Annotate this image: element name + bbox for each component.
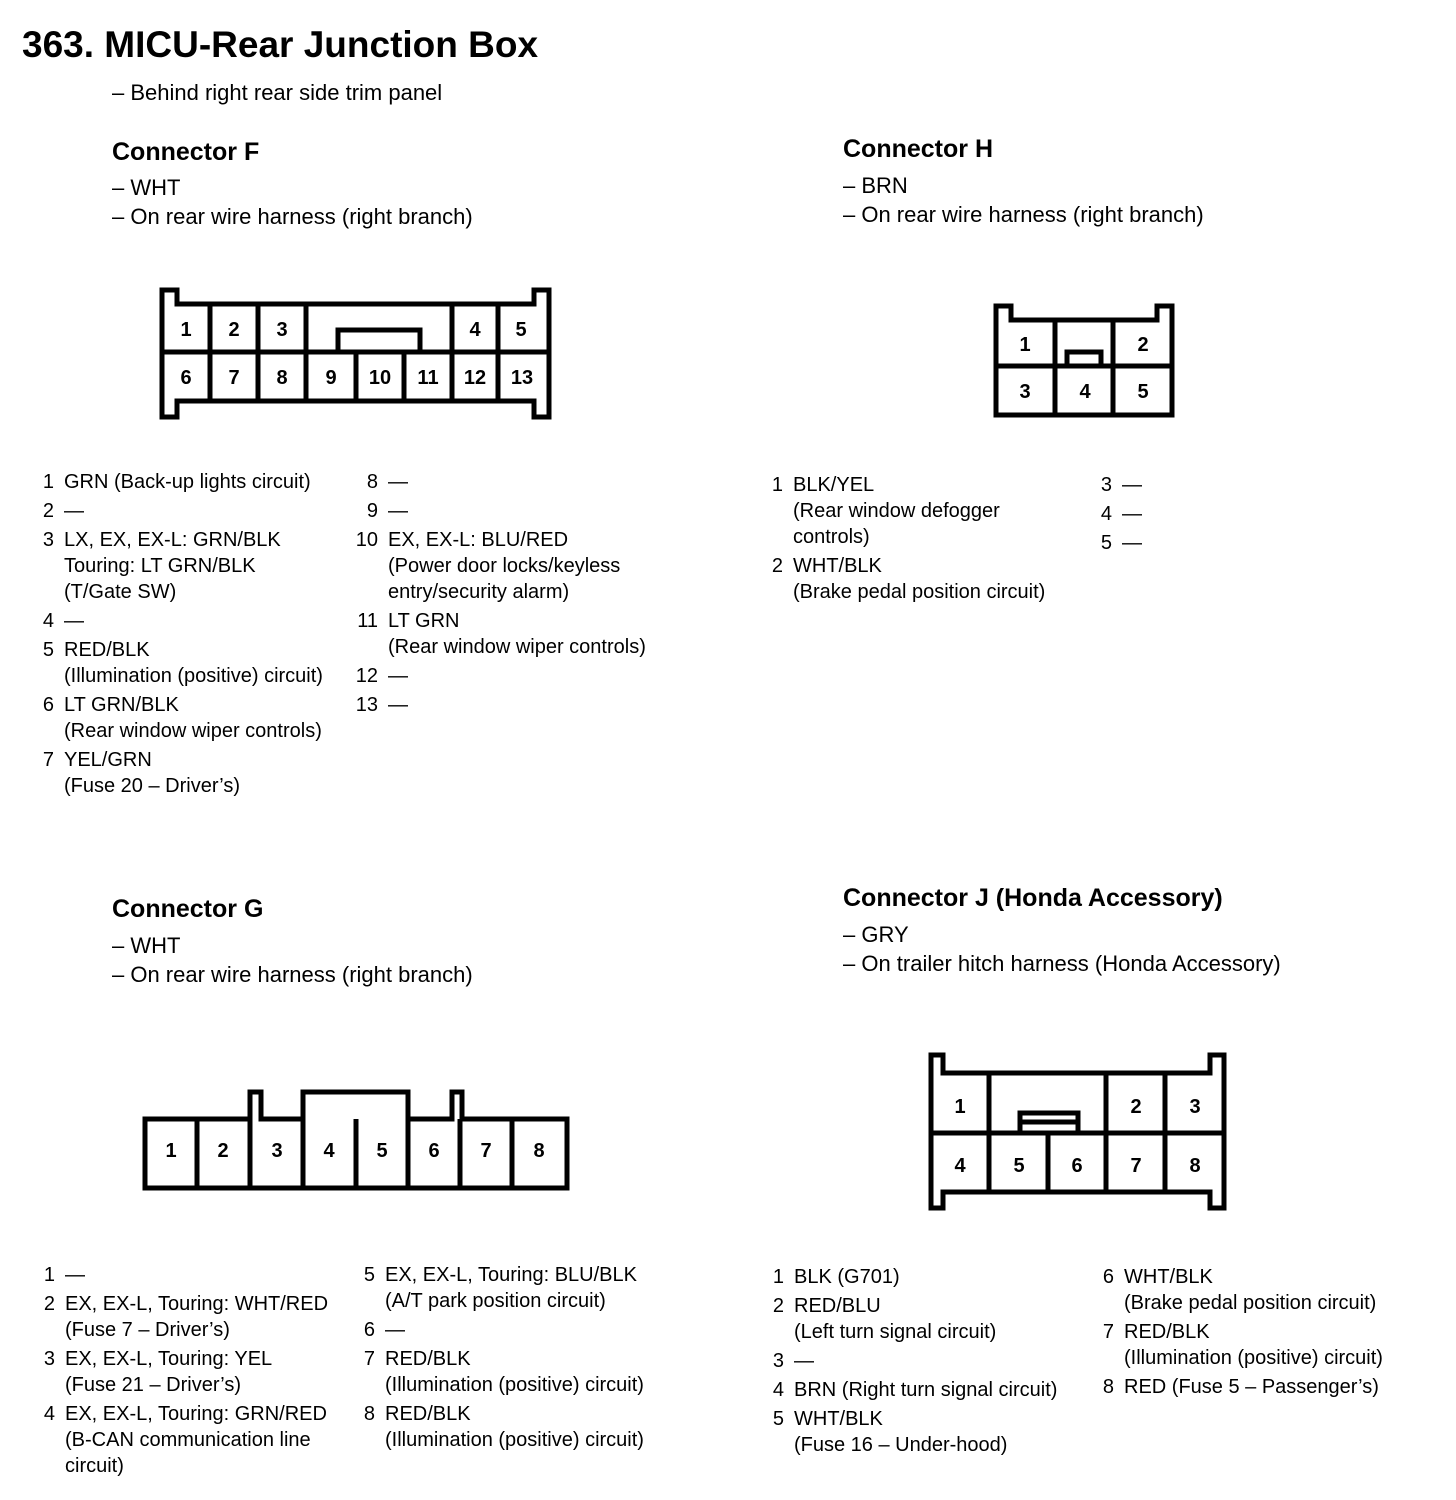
pin-description-line: EX, EX-L, Touring: BLU/BLK [385, 1264, 637, 1286]
j-pin-label: 8 [1189, 1155, 1201, 1177]
j-pin-label: 1 [954, 1096, 966, 1118]
pin-entry [354, 692, 646, 718]
pin-description [65, 1401, 327, 1479]
pin-entry [759, 553, 1045, 605]
pin-description [385, 1262, 637, 1314]
pin-description-line: YEL/GRN [64, 749, 152, 771]
j-pin-label: 2 [1130, 1096, 1142, 1118]
pin-number: 7 [363, 1348, 375, 1370]
pin-number: 6 [363, 1319, 375, 1341]
pin-number: 5 [772, 1408, 784, 1430]
pin-description-line: — [388, 665, 408, 687]
h-pin-label: 4 [1079, 381, 1091, 403]
pin-number: 3 [1100, 474, 1112, 496]
pin-description [794, 1377, 1057, 1403]
pin-description [388, 663, 408, 689]
pin-number: 13 [355, 694, 378, 716]
connector-f-location: – On rear wire harness (right branch) [112, 204, 473, 229]
pin-entry [354, 469, 646, 495]
pin-description-line: BLK/YEL [793, 474, 875, 496]
pin-description [385, 1401, 644, 1453]
pin-description-line: EX, EX-L, Touring: YEL [65, 1348, 273, 1370]
pin-description-line: WHT/BLK [794, 1408, 883, 1430]
g-pin-label: 6 [428, 1140, 440, 1162]
pin-description-line: (Left turn signal circuit) [794, 1321, 997, 1343]
pin-description [1122, 501, 1142, 527]
pin-number: 4 [1100, 503, 1112, 525]
pin-entry [760, 1264, 1057, 1290]
pin-description-line: (Rear window defogger [793, 500, 1000, 522]
pin-entry [760, 1348, 1057, 1374]
pin-description [388, 608, 646, 660]
pin-description-line: — [64, 610, 84, 632]
pin-description-line: LX, EX, EX-L: GRN/BLK [64, 529, 281, 551]
pin-description [64, 527, 281, 605]
pin-number: 2 [42, 500, 54, 522]
pin-description [1124, 1319, 1383, 1371]
pin-entry [354, 498, 646, 524]
pin-number: 5 [363, 1264, 375, 1286]
page-title: 363. MICU-Rear Junction Box [22, 24, 539, 65]
connector-h-pinlist-1 [759, 472, 1045, 608]
pin-description [388, 469, 408, 495]
pin-entry [351, 1401, 644, 1453]
pin-entry [760, 1377, 1057, 1403]
pin-description-line: EX, EX-L, Touring: WHT/RED [65, 1293, 329, 1315]
pin-number: 6 [1102, 1266, 1114, 1288]
h-pin-label: 3 [1019, 381, 1031, 403]
pin-description-line: (T/Gate SW) [64, 581, 177, 603]
j-pin-label: 3 [1189, 1096, 1201, 1118]
connector-g-pinlist-1 [31, 1262, 328, 1482]
connector-g-pinlist-2 [351, 1262, 644, 1456]
pin-entry [1088, 472, 1142, 498]
pin-description-line: RED (Fuse 5 – Passenger’s) [1124, 1376, 1379, 1398]
pin-number: 2 [43, 1293, 55, 1315]
pin-entry [354, 663, 646, 689]
pin-number: 8 [1102, 1376, 1114, 1398]
pin-number: 1 [771, 474, 783, 496]
pin-description [794, 1348, 814, 1374]
f-pin-label: 5 [515, 319, 527, 341]
pin-description-line: — [64, 500, 84, 522]
pin-description-line: GRN (Back-up lights circuit) [64, 471, 311, 493]
pin-description-line: RED/BLK [385, 1403, 471, 1425]
pin-description-line: — [1122, 503, 1142, 525]
pin-description [388, 527, 620, 605]
j-pin-label: 6 [1071, 1155, 1083, 1177]
pin-description [794, 1264, 900, 1290]
pin-description-line: (Fuse 21 – Driver’s) [65, 1374, 241, 1396]
pin-description [65, 1291, 328, 1343]
f-pin-label: 3 [276, 319, 288, 341]
g-pin-label: 3 [271, 1140, 283, 1162]
h-pin-label: 5 [1137, 381, 1149, 403]
pin-entry [30, 469, 323, 495]
pin-number: 3 [772, 1350, 784, 1372]
f-pin-label: 8 [276, 367, 288, 389]
pin-description-line: (Brake pedal position circuit) [1124, 1292, 1377, 1314]
pin-entry [31, 1291, 328, 1343]
pin-number: 5 [42, 639, 54, 661]
pin-description-line: WHT/BLK [793, 555, 882, 577]
pin-description-line: circuit) [65, 1455, 124, 1477]
pin-entry [31, 1262, 328, 1288]
pin-description-line: LT GRN/BLK [64, 694, 179, 716]
pin-number: 10 [355, 529, 378, 551]
pin-number: 11 [357, 610, 378, 632]
pin-description-line: Touring: LT GRN/BLK [64, 555, 256, 577]
g-pin-label: 2 [217, 1140, 229, 1162]
g-pin-label: 7 [480, 1140, 492, 1162]
pin-description [793, 472, 1000, 550]
pin-number: 5 [1100, 532, 1112, 554]
pin-description-line: (Illumination (positive) circuit) [1124, 1347, 1383, 1369]
h-pin-label: 2 [1137, 334, 1149, 356]
pin-description-line: — [388, 471, 408, 493]
pin-description-line: EX, EX-L, Touring: GRN/RED [65, 1403, 327, 1425]
pin-description-line: — [1122, 532, 1142, 554]
pin-number: 1 [772, 1266, 784, 1288]
connector-f-pinlist-1 [30, 469, 323, 802]
connector-g-title: Connector G [112, 895, 264, 923]
pin-description-line: (Power door locks/keyless [388, 555, 621, 577]
pin-number: 12 [355, 665, 378, 687]
j-pin-label: 5 [1013, 1155, 1025, 1177]
connector-j-color: – GRY [843, 922, 909, 947]
f-pin-label: 6 [180, 367, 192, 389]
pin-entry [354, 527, 646, 605]
f-pin-label: 7 [228, 367, 240, 389]
connector-g-location: – On rear wire harness (right branch) [112, 962, 473, 987]
pin-description-line: — [794, 1350, 814, 1372]
pin-entry [760, 1406, 1057, 1458]
pin-description-line: (Rear window wiper controls) [388, 636, 646, 658]
pin-entry [1088, 501, 1142, 527]
pin-entry [30, 527, 323, 605]
pin-number: 7 [42, 749, 54, 771]
pin-description-line: (Illumination (positive) circuit) [385, 1374, 644, 1396]
pin-number: 1 [43, 1264, 55, 1286]
pin-description [1124, 1374, 1379, 1400]
j-pin-label: 4 [954, 1155, 966, 1177]
pin-description [64, 692, 322, 744]
pin-number: 3 [42, 529, 54, 551]
pin-description-line: RED/BLK [385, 1348, 471, 1370]
pin-description-line: entry/security alarm) [388, 581, 570, 603]
f-pin-label: 13 [510, 367, 534, 389]
pin-number: 7 [1102, 1321, 1114, 1343]
pin-description [1122, 530, 1142, 556]
pin-description-line: (Fuse 16 – Under-hood) [794, 1434, 1008, 1456]
pin-entry [30, 608, 323, 634]
pin-entry [1090, 1374, 1383, 1400]
f-pin-label: 2 [228, 319, 240, 341]
pin-entry [31, 1346, 328, 1398]
pin-description [794, 1293, 996, 1345]
connector-g-color: – WHT [112, 933, 181, 958]
pin-description-line: — [385, 1319, 405, 1341]
pin-description [64, 608, 84, 634]
pin-description [64, 637, 323, 689]
pin-description [64, 469, 311, 495]
pin-description-line: EX, EX-L: BLU/RED [388, 529, 569, 551]
pin-number: 3 [43, 1348, 55, 1370]
pin-description-line: WHT/BLK [1124, 1266, 1213, 1288]
pin-description-line: (Brake pedal position circuit) [793, 581, 1046, 603]
pin-entry [1088, 530, 1142, 556]
g-pin-label: 4 [323, 1140, 335, 1162]
pin-description [64, 498, 84, 524]
pin-number: 8 [366, 471, 378, 493]
pin-description-line: (Fuse 7 – Driver’s) [65, 1319, 230, 1341]
connector-j-location: – On trailer hitch harness (Honda Accessory) [843, 951, 1281, 976]
pin-number: 4 [43, 1403, 55, 1425]
pin-number: 8 [363, 1403, 375, 1425]
pin-description [1122, 472, 1142, 498]
connector-h-title: Connector H [843, 135, 993, 163]
connector-f-pinlist-2 [354, 469, 646, 721]
g-pin-label: 1 [165, 1140, 177, 1162]
pin-description [385, 1346, 644, 1398]
h-pin-label: 1 [1019, 334, 1031, 356]
f-pin-label: 10 [368, 367, 392, 389]
pin-entry [354, 608, 646, 660]
pin-number: 2 [772, 1295, 784, 1317]
f-pin-label: 1 [180, 319, 192, 341]
pin-entry [30, 637, 323, 689]
pin-description-line: BRN (Right turn signal circuit) [794, 1379, 1058, 1401]
pin-description-line: — [388, 694, 408, 716]
g-pin-label: 5 [376, 1140, 388, 1162]
pin-entry [760, 1293, 1057, 1345]
pin-description-line: (B-CAN communication line [65, 1429, 311, 1451]
connector-f-title: Connector F [112, 138, 260, 166]
pin-description [794, 1406, 1007, 1458]
j-pin-label: 7 [1130, 1155, 1142, 1177]
pin-entry [31, 1401, 328, 1479]
pin-description-line: — [388, 500, 408, 522]
pin-description [388, 498, 408, 524]
g-pin-label: 8 [533, 1140, 545, 1162]
pin-description [65, 1346, 272, 1398]
pin-entry [30, 747, 323, 799]
pin-description [385, 1317, 405, 1343]
pin-description-line: — [65, 1264, 85, 1286]
pin-description-line: (Illumination (positive) circuit) [385, 1429, 644, 1451]
pin-description [388, 692, 408, 718]
pin-description-line: RED/BLK [64, 639, 150, 661]
pin-number: 9 [366, 500, 378, 522]
pin-description-line: — [1122, 474, 1142, 496]
pin-number: 4 [772, 1379, 784, 1401]
pin-description [64, 747, 240, 799]
pin-entry [30, 498, 323, 524]
connector-j-pinlist-1 [760, 1264, 1057, 1461]
pin-entry [759, 472, 1045, 550]
pin-entry [351, 1346, 644, 1398]
pin-description-line: (Rear window wiper controls) [64, 720, 322, 742]
pin-description-line: (Illumination (positive) circuit) [64, 665, 323, 687]
f-pin-label: 11 [417, 367, 439, 389]
pin-entry [1090, 1264, 1383, 1316]
pin-entry [30, 692, 323, 744]
page-subtitle: – Behind right rear side trim panel [112, 80, 443, 105]
pin-number: 2 [771, 555, 783, 577]
pin-description-line: (Fuse 20 – Driver’s) [64, 775, 240, 797]
connector-h-color: – BRN [843, 173, 908, 198]
pin-description [1124, 1264, 1376, 1316]
connector-f-color: – WHT [112, 175, 181, 200]
pin-description-line: controls) [793, 526, 870, 548]
connector-j-title: Connector J (Honda Accessory) [843, 884, 1223, 912]
pin-number: 4 [42, 610, 54, 632]
pin-description-line: RED/BLU [794, 1295, 881, 1317]
pin-description [65, 1262, 85, 1288]
pin-description-line: (A/T park position circuit) [385, 1290, 606, 1312]
connector-h-location: – On rear wire harness (right branch) [843, 202, 1204, 227]
connector-h-pinlist-2 [1088, 472, 1142, 559]
connector-j-pinlist-2 [1090, 1264, 1383, 1403]
pin-entry [1090, 1319, 1383, 1371]
pin-number: 6 [42, 694, 54, 716]
f-pin-label: 12 [463, 367, 487, 389]
pin-description-line: RED/BLK [1124, 1321, 1210, 1343]
f-pin-label: 4 [469, 319, 481, 341]
pin-entry [351, 1317, 644, 1343]
pin-description [793, 553, 1045, 605]
pin-description-line: BLK (G701) [794, 1266, 900, 1288]
pin-number: 1 [42, 471, 54, 493]
pin-description-line: LT GRN [388, 610, 460, 632]
pin-entry [351, 1262, 644, 1314]
f-pin-label: 9 [325, 367, 337, 389]
